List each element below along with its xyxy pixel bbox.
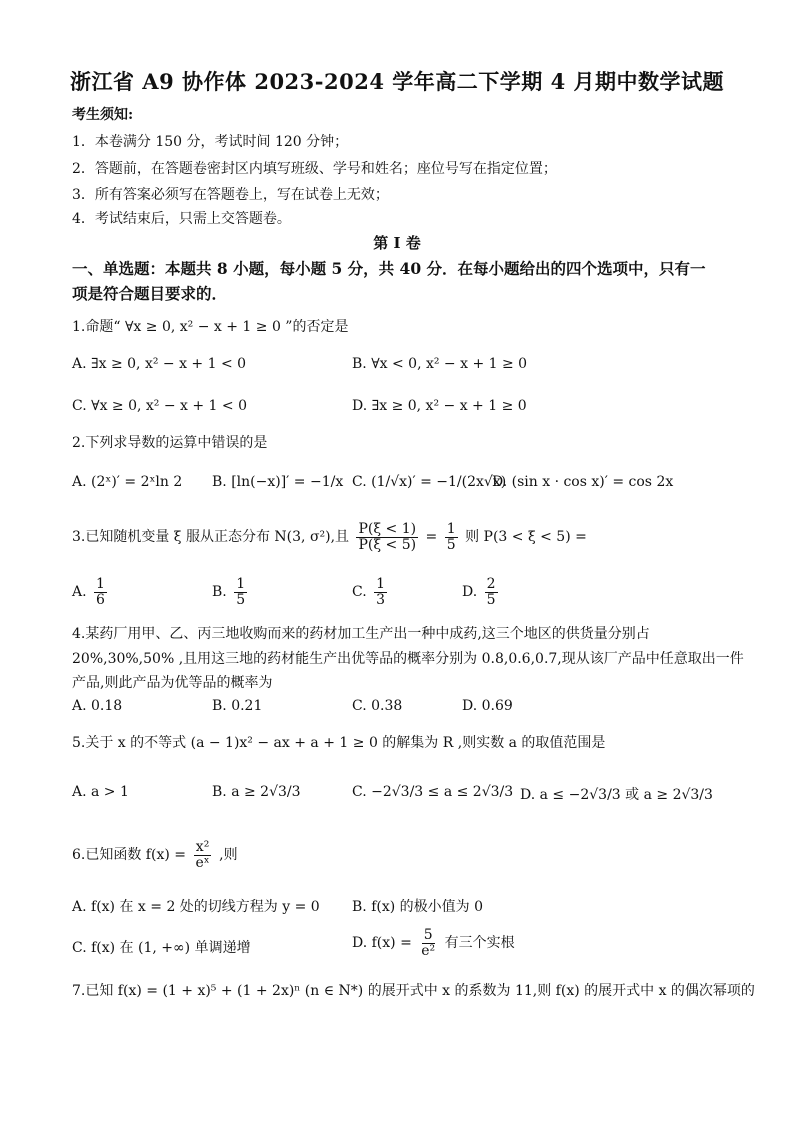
q3-option-a-label: A. [72,584,87,601]
q3-option-a [72,577,110,607]
q6-stem-a: 6.已知函数 f(x) = [72,847,186,864]
q5-option-c: C. −2√3/3 ≤ a ≤ 2√3/3 [352,784,514,800]
q3-equals: = [425,529,438,546]
q6-option-a: A. f(x) 在 x = 2 处的切线方程为 y = 0 [72,899,320,915]
q3-stem [72,522,587,552]
q3-value-fraction [445,522,458,552]
q4-option-c: C. 0.38 [352,698,403,714]
q4-option-b: B. 0.21 [212,698,263,714]
q3-option-b-label: B. [212,584,227,601]
q6-function-fraction [193,840,211,870]
q6-option-d-a: D. f(x) = [352,935,412,952]
q3-stem-b: 则 P(3 < ξ < 5) = [465,529,587,546]
q2-option-d: D. (sin x · cos x)′ = cos 2x [492,474,674,490]
q3-option-d-num: 2 [486,576,496,592]
q1-option-b: B. ∀x < 0, x² − x + 1 ≥ 0 [352,356,528,372]
notice-item-2: 2．答题前，在答题卷密封区内填写班级、学号和姓名；座位号写在指定位置； [72,161,557,177]
q5-option-b: B. a ≥ 2√3/3 [212,784,301,800]
q3-option-c [352,577,390,607]
q6-option-d-num: 5 [423,927,433,943]
q3-value-numerator: 1 [446,521,456,537]
q3-option-c-num: 1 [376,576,386,592]
q3-option-a-den: 6 [96,591,105,608]
q1-option-a: A. ∃x ≥ 0, x² − x + 1 < 0 [72,356,247,372]
q2-option-a: A. (2ˣ)′ = 2ˣln 2 [72,474,183,490]
q3-option-b-den: 5 [236,591,246,608]
q3-option-d [462,577,501,607]
section-heading-line1: 一、单选题：本题共 8 小题，每小题 5 分，共 40 分．在每小题给出的四个选项中，只有一 [72,259,706,278]
q3-ratio-fraction [356,522,418,552]
notice-item-4: 4．考试结束后，只需上交答题卷。 [72,211,291,227]
notice-item-3: 3．所有答案必须写在答题卷上，写在试卷上无效； [72,187,389,203]
q4-stem-line3: 产品,则此产品为优等品的概率为 [72,675,273,691]
q5-option-a: A. a > 1 [72,784,129,800]
q1-stem: 1.命题“ ∀x ≥ 0, x² − x + 1 ≥ 0 ”的否定是 [72,319,349,335]
q6-function-numerator: x² [195,839,210,855]
q2-option-c: C. (1/√x)′ = −1/(2x√x) [352,474,507,490]
notice-item-1: 1．本卷满分 150 分，考试时间 120 分钟； [72,134,349,150]
q6-option-c: C. f(x) 在 (1, +∞) 单调递增 [72,940,251,956]
q6-stem [72,840,238,870]
q6-option-d-den: e² [421,942,436,959]
q4-stem-line2: 20%,30%,50% ,且用这三地的药材能生产出优等品的概率分别为 0.8,0.6,0.7,现从该厂产品中任意取出一件 [72,651,744,667]
q3-option-a-num: 1 [96,576,105,592]
section-heading-line2: 项是符合题目要求的． [72,284,228,303]
q7-stem: 7.已知 f(x) = (1 + x)⁵ + (1 + 2x)ⁿ (n ∈ N*) 的展开式中 x 的系数为 11,则 f(x) 的展开式中 x 的偶次幂项的 [72,983,755,999]
q1-option-d: D. ∃x ≥ 0, x² − x + 1 ≥ 0 [352,398,527,414]
notice-heading: 考生须知: [72,107,134,123]
q6-option-d [352,928,515,958]
q3-option-c-label: C. [352,584,367,601]
q3-option-d-label: D. [462,584,478,601]
exam-title: 浙江省 A9 协作体 2023-2024 学年高二下学期 4 月期中数学试题 [70,69,724,94]
q3-ratio-denominator: P(ξ < 5) [358,536,417,553]
q2-option-b: B. [ln(−x)]′ = −1/x [212,474,344,490]
q4-stem-line1: 4.某药厂用甲、乙、丙三地收购而来的药材加工生产出一种中成药,这三个地区的供货量分别占 [72,626,650,642]
q6-stem-b: ,则 [219,847,238,864]
q3-option-b-num: 1 [236,576,246,592]
q2-stem: 2.下列求导数的运算中错误的是 [72,435,268,451]
q6-option-d-b: 有三个实根 [444,935,515,952]
q5-stem: 5.关于 x 的不等式 (a − 1)x² − ax + a + 1 ≥ 0 的解集为 R ,则实数 a 的取值范围是 [72,735,606,751]
q1-option-c: C. ∀x ≥ 0, x² − x + 1 < 0 [72,398,248,414]
q3-value-denominator: 5 [446,536,456,553]
q4-option-a: A. 0.18 [72,698,123,714]
q4-option-d: D. 0.69 [462,698,513,714]
q3-option-d-den: 5 [486,591,496,608]
q6-option-d-fraction [419,928,437,958]
q3-option-b [212,577,250,607]
volume-label: 第 I 卷 [373,234,421,252]
q5-option-d: D. a ≤ −2√3/3 或 a ≥ 2√3/3 [520,787,713,803]
q6-option-b: B. f(x) 的极小值为 0 [352,899,483,915]
q3-ratio-numerator: P(ξ < 1) [358,521,417,537]
q3-stem-a: 3.已知随机变量 ξ 服从正态分布 N(3, σ²),且 [72,529,350,546]
q3-option-c-den: 3 [376,591,386,608]
q6-function-denominator: eˣ [195,854,210,871]
